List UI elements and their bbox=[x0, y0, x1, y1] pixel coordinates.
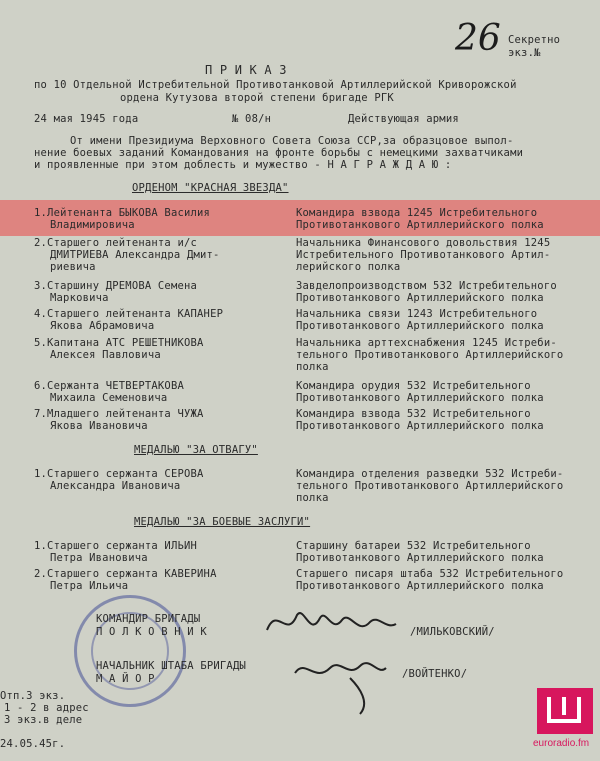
chief-of-staff-title: НАЧАЛЬНИК ШТАБА БРИГАДЫ bbox=[96, 660, 246, 672]
secret-label: Секретно bbox=[508, 34, 561, 46]
footer-line-3: 3 экз.в деле bbox=[4, 714, 83, 726]
entry-10-post-cont: Противотанкового Артиллерийского полка bbox=[296, 580, 544, 592]
entry-3-post: Завделопроизводством 532 Истребительного bbox=[296, 280, 557, 292]
entry-3-post-cont: Противотанкового Артиллерийского полка bbox=[296, 292, 544, 304]
chief-of-staff-rank: М А Й О Р bbox=[96, 673, 155, 685]
entry-1-post-cont: Противотанкового Артиллерийского полка bbox=[296, 219, 544, 231]
entry-8-post-cont: тельного Противотанкового Артиллерийского bbox=[296, 480, 564, 492]
entry-1-name-cont: Владимировича bbox=[50, 219, 135, 231]
entry-9-name: 1.Старшего сержанта ИЛЬИН bbox=[34, 540, 198, 552]
entry-10-name-cont: Петра Ильича bbox=[50, 580, 129, 592]
preamble-line-3: и проявленные при этом доблесть и мужество - Н А Г Р А Ж Д А Ю : bbox=[34, 159, 452, 171]
entry-2-name: 2.Старшего лейтенанта и/с bbox=[34, 237, 198, 249]
entry-7-post-cont: Противотанкового Артиллерийского полка bbox=[296, 420, 544, 432]
entry-5-post-cont2: полка bbox=[296, 361, 329, 373]
chief-of-staff-signature bbox=[290, 648, 400, 718]
entry-6-post: Командира орудия 532 Истребительного bbox=[296, 380, 531, 392]
entry-7-post: Командира взвода 532 Истребительного bbox=[296, 408, 531, 420]
commander-rank: П О Л К О В Н И К bbox=[96, 626, 207, 638]
entry-5-post-cont: тельного Противотанкового Артиллерийского bbox=[296, 349, 564, 361]
unit-line-1: по 10 Отдельной Истребительной Противотанковой Артиллерийской Криворожской bbox=[34, 79, 517, 91]
entry-3-name: 3.Старшину ДРЕМОВА Семена bbox=[34, 280, 198, 292]
entry-5-name-cont: Алексея Павловича bbox=[50, 349, 161, 361]
entry-4-name: 4.Старшего лейтенанта КАПАНЕР bbox=[34, 308, 224, 320]
entry-4-post: Начальника связи 1243 Истребительного bbox=[296, 308, 538, 320]
entry-4-post-cont: Противотанкового Артиллерийского полка bbox=[296, 320, 544, 332]
entry-8-name-cont: Александра Ивановича bbox=[50, 480, 181, 492]
entry-7-name: 7.Младшего лейтенанта ЧУЖА bbox=[34, 408, 204, 420]
entry-2-post: Начальника Финансового довольствия 1245 bbox=[296, 237, 551, 249]
footer-date: 24.05.45г. bbox=[0, 738, 66, 750]
entry-5-name: 5.Капитана АТС РЕШЕТНИКОВА bbox=[34, 337, 204, 349]
unit-line-2: ордена Кутузова второй степени бригаде РГК bbox=[120, 92, 394, 104]
entry-2-name-cont: ДМИТРИЕВА Александра Дмит- bbox=[50, 249, 220, 261]
entry-10-name: 2.Старшего сержанта КАВЕРИНА bbox=[34, 568, 217, 580]
chief-of-staff-name: /ВОЙТЕНКО/ bbox=[402, 668, 468, 680]
footer-line-1: Отп.3 экз. bbox=[0, 690, 66, 702]
entry-1-name: 1.Лейтенанта БЫКОВА Василия bbox=[34, 207, 211, 219]
entry-8-post-cont2: полка bbox=[296, 492, 329, 504]
entry-8-post: Командира отделения разведки 532 Истреби- bbox=[296, 468, 564, 480]
entry-1-post: Командира взвода 1245 Истребительного bbox=[296, 207, 538, 219]
official-stamp bbox=[74, 595, 186, 707]
entry-3-name-cont: Марковича bbox=[50, 292, 109, 304]
entry-4-name-cont: Якова Абрамовича bbox=[50, 320, 155, 332]
entry-2-post-cont: Истребительного Противотанкового Артил- bbox=[296, 249, 551, 261]
commander-signature bbox=[262, 600, 402, 650]
preamble-line-1: От имени Президиума Верховного Совета Союза ССР,за образцовое выпол- bbox=[70, 135, 514, 147]
entry-7-name-cont: Якова Ивановича bbox=[50, 420, 148, 432]
copy-number-label: экз.№ bbox=[508, 47, 541, 59]
logo-text: euroradio.fm bbox=[533, 738, 590, 749]
order-date: 24 мая 1945 года bbox=[34, 113, 139, 125]
entry-2-name-cont2: риевича bbox=[50, 261, 96, 273]
entry-9-post-cont: Противотанкового Артиллерийского полка bbox=[296, 552, 544, 564]
entry-9-post: Старшину батареи 532 Истребительного bbox=[296, 540, 531, 552]
entry-6-name-cont: Михаила Семеновича bbox=[50, 392, 168, 404]
entry-9-name-cont: Петра Ивановича bbox=[50, 552, 148, 564]
section-heading-red-star: ОРДЕНОМ "КРАСНАЯ ЗВЕЗДА" bbox=[132, 182, 289, 194]
entry-8-name: 1.Старшего сержанта СЕРОВА bbox=[34, 468, 204, 480]
document-number: 26 bbox=[455, 18, 501, 59]
footer-line-2: 1 - 2 в адрес bbox=[4, 702, 89, 714]
document-title: П Р И К А З bbox=[205, 63, 287, 77]
army-label: Действующая армия bbox=[348, 113, 459, 125]
preamble-line-2: нение боевых заданий Командования на фронте борьбы с немецкими захватчиками bbox=[34, 147, 524, 159]
order-number: № 08/н bbox=[232, 113, 272, 125]
commander-title: КОМАНДИР БРИГАДЫ bbox=[96, 613, 201, 625]
entry-6-post-cont: Противотанкового Артиллерийского полка bbox=[296, 392, 544, 404]
entry-5-post: Начальника арттехснабжения 1245 Истреби- bbox=[296, 337, 557, 349]
entry-2-post-cont2: лерийского полка bbox=[296, 261, 401, 273]
section-heading-merit: МЕДАЛЬЮ "ЗА БОЕВЫЕ ЗАСЛУГИ" bbox=[134, 516, 311, 528]
euroradio-logo bbox=[537, 688, 593, 734]
entry-6-name: 6.Сержанта ЧЕТВЕРТАКОВА bbox=[34, 380, 184, 392]
logo-bar-icon bbox=[562, 697, 566, 715]
entry-10-post: Старшего писаря штаба 532 Истребительного bbox=[296, 568, 564, 580]
commander-name: /МИЛЬКОВСКИЙ/ bbox=[410, 626, 495, 638]
section-heading-bravery: МЕДАЛЬЮ "ЗА ОТВАГУ" bbox=[134, 444, 258, 456]
